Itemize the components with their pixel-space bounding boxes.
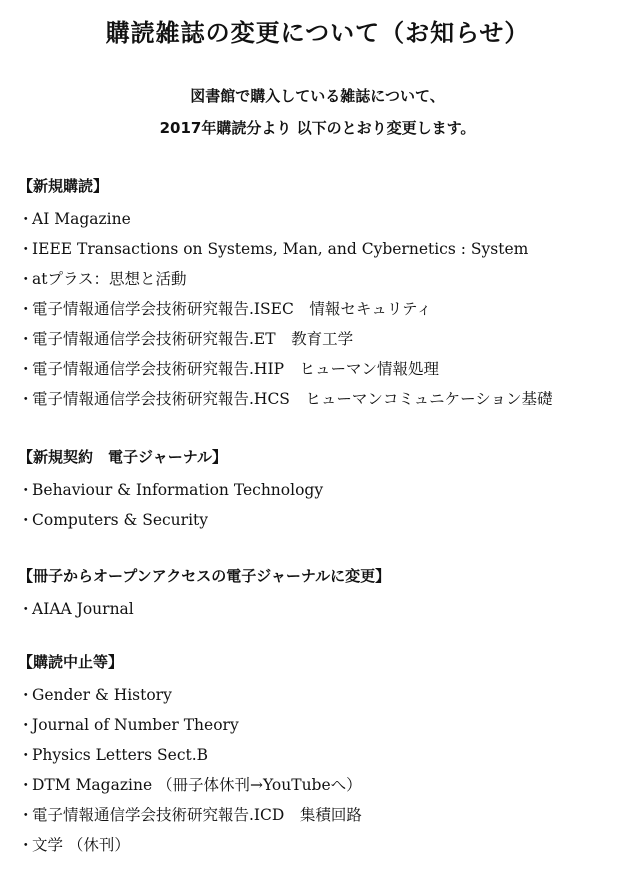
journal-title: 電子情報通信学会技術研究報告.HIP ヒューマン情報処理 (32, 360, 439, 378)
journal-title: IEEE Transactions on Systems, Man, and Cybernetics : System (32, 240, 529, 258)
intro-line-1: 図書館で購入している雑誌について、 (190, 87, 445, 105)
journal-title: 電子情報通信学会技術研究報告.ICD 集積回路 (32, 806, 362, 824)
journal-title: 文学 （休刊） (32, 836, 130, 854)
bullet: ・ (18, 686, 34, 704)
bullet: ・ (18, 776, 34, 794)
list-item (18, 264, 618, 294)
bullet: ・ (18, 716, 34, 734)
list-item (18, 770, 618, 800)
section-heading: 【新規契約 電子ジャーナル】 (18, 448, 227, 466)
journal-title: AI Magazine (32, 210, 131, 228)
journal-title: Gender & History (32, 686, 172, 704)
list-item (18, 594, 618, 624)
page-title: 購読雑誌の変更について（お知らせ） (105, 19, 530, 47)
journal-title: Journal of Number Theory (32, 716, 239, 734)
journal-title: Behaviour & Information Technology (32, 481, 324, 499)
section-new-e-journals (18, 447, 618, 535)
journal-title: 電子情報通信学会技術研究報告.ET 教育工学 (32, 330, 354, 348)
list-item (18, 204, 618, 234)
list-item (18, 384, 618, 414)
journal-title: 電子情報通信学会技術研究報告.ISEC 情報セキュリティ (32, 300, 432, 318)
journal-title: 電子情報通信学会技術研究報告.HCS ヒューマンコミュニケーション基礎 (32, 390, 553, 408)
journal-title: Computers & Security (32, 511, 209, 529)
list-item (18, 505, 618, 535)
bullet: ・ (18, 210, 34, 228)
bullet: ・ (18, 836, 34, 854)
section-heading: 【新規購読】 (18, 177, 109, 195)
bullet: ・ (18, 746, 34, 764)
list-item (18, 324, 618, 354)
section-discontinued (18, 652, 618, 860)
journal-title: AIAA Journal (32, 600, 134, 618)
bullet: ・ (18, 270, 34, 288)
list-item (18, 680, 618, 710)
list-item (18, 800, 618, 830)
bullet: ・ (18, 360, 34, 378)
intro-line-2: 2017年購読分より 以下のとおり変更します。 (159, 119, 476, 137)
bullet: ・ (18, 806, 34, 824)
bullet: ・ (18, 240, 34, 258)
section-new-subscriptions (18, 176, 618, 414)
list-item (18, 234, 618, 264)
bullet: ・ (18, 600, 34, 618)
list-item (18, 830, 618, 860)
bullet: ・ (18, 511, 34, 529)
journal-title: Physics Letters Sect.B (32, 746, 209, 764)
bullet: ・ (18, 330, 34, 348)
list-item (18, 740, 618, 770)
list-item (18, 294, 618, 324)
list-item (18, 354, 618, 384)
bullet: ・ (18, 481, 34, 499)
journal-title: DTM Magazine （冊子体休刊→YouTubeへ） (32, 776, 362, 794)
bullet: ・ (18, 390, 34, 408)
list-item (18, 475, 618, 505)
bullet: ・ (18, 300, 34, 318)
list-item (18, 710, 618, 740)
journal-title: atプラス：思想と活動 (32, 270, 187, 288)
section-open-access-change (18, 566, 618, 624)
section-heading: 【冊子からオープンアクセスの電子ジャーナルに変更】 (18, 567, 391, 585)
section-heading: 【購読中止等】 (18, 653, 124, 671)
